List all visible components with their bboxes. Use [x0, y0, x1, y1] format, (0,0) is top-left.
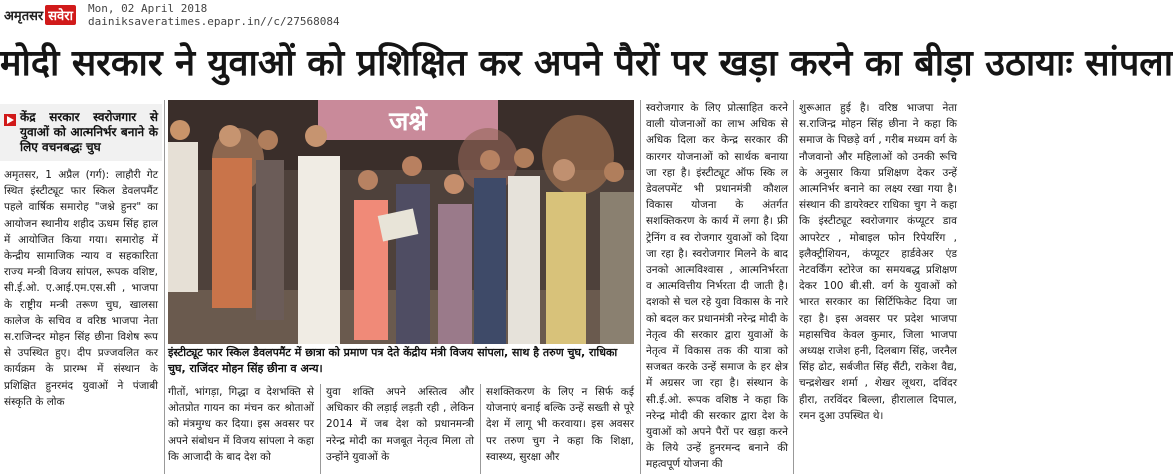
- body-text-a: गीतों, भांगड़ा, गिद्धा व देशभक्ति से ओतप्रोत गायन का मंचन कर श्रोताओं को मंत्रमुग्ध कर दिया। इस अवसर पर अपने संबोधन में विजय सांपला ने कहा कि आजादी के बाद देश को: [168, 386, 314, 463]
- edition-url[interactable]: dainiksaveratimes.epapr.in//c/27568084: [88, 15, 340, 28]
- photo-backdrop-text: जश्ने: [389, 107, 427, 137]
- sidebar-story: [0, 104, 162, 474]
- sidebar-heading: [0, 104, 162, 161]
- column-rule: [793, 100, 794, 474]
- column-rule: [164, 100, 165, 474]
- body-text-d: स्वरोजगार के लिए प्रोत्साहित करने वाली योजनाओं का लाभ अधिक से अधिक दिला कर केन्द्र सरकार की कारगर योजनाओं को सार्थक बनाया जा रहा है। इंस्टीट्यूट ऑफ स्कि ल डेवलपमेंट भी प्रधानमंत्री कौशल विकास योजना के अंतर्गत सशक्तिकरण के कार्य में लगा है। फ्री ट्रेनिंग व स्व रोजगार युवाओं को दिया जा रहा है। स्वरोजगार मिलने के बाद उनको आत्मविश्वास , आत्मनिर्भरता व आत्मवित्तीय निर्भरता दी जाती है। दशको से चल रहे युवा विकास के नारे को बदल कर प्रधानमंत्री नरेन्द्र मोदी के नेतृत्व की सरकार द्वारा युवाओं के नेतृत्व में विकास तक की यात्रा को सजबत करके उन्हें समाज के हर क्षेत्र में अग्रसर जा रहा है। संस्थान के सी.ई.ओ. रूपक वशिष्ठ ने कहा कि नरेन्द्र मोदी की सरकार द्वारा देश के युवाओं को अपने पैरों पर खड़ा करने के लिये उन्हें हुनरमन्द बनाने की महत्वपूर्ण योजना की: [646, 102, 788, 471]
- sidebar-title: केंद्र सरकार स्वरोजगार से युवाओं को आत्मनिर्भर बनाने के लिए वचनबद्धः चुघ: [20, 110, 158, 154]
- body-column-e: [799, 100, 957, 474]
- sidebar-body: अमृतसर, 1 अप्रैल (गर्ग): लाहौरी गेट स्थित इंस्टीट्यूट फार स्किल डेवलपमैंट पहले वार्षिक समारोह "जश्ने हुनर" का आयोजन स्थानीय शहीद ऊधम सिंह हाल में आयोजित किया गया। समारोह में केन्द्रीय सामाजिक न्याय व सहकारिता राज्य मन्त्री विजय सांपल, रूपक वशिष्ट, सी.ई.ओ. ए.आई.एम.एस.सी , भाजपा के राष्ट्रीय मन्त्री तरूण चुघ, खालसा कालेज के सचिव व वरिष्ठ भाजपा नेता स.राजिन्दर मोहन सिंह छीना विशेष रूप से उपस्थित हुए। दीप प्रज्जवलित कर कार्यक्रम के प्रारम्भ में संस्थान के प्रशिक्षित हुनरमंद युवाओं ने पंजाबी संस्कृति के लोक: [4, 169, 158, 408]
- column-rule: [320, 384, 321, 474]
- body-column-b: [326, 384, 474, 474]
- body-text-c: सशक्तिकरण के लिए न सिर्फ कई योजनाएं बनाई बल्कि उन्हें सख्ती से पूरे देश में लागू भी करवाया। इस अवसर पर तरुण चुग ने कहा कि शिक्षा, स्वास्थ्य, सुरक्षा और: [486, 386, 634, 463]
- logo-brand: सवेरा: [45, 5, 76, 25]
- body-text-b: युवा शक्ति अपने अस्तित्व और अधिकार की लड़ाई लड़ती रही , लेकिन 2014 में जब देश को प्रधानमन्त्री नरेन्द्र मोदी का मजबूत नेतृत्व मिला तो उन्होंने युवाओं के: [326, 386, 474, 463]
- body-column-c: [486, 384, 634, 474]
- page-headline: मोदी सरकार ने युवाओं को प्रशिक्षित कर अपने पैरों पर खड़ा करने का बीड़ा उठायाः सांपला: [0, 43, 1173, 84]
- body-text-e: शुरूआत हुई है। वरिष्ठ भाजपा नेता स.राजिन्द्र मोहन सिंह छीना ने कहा कि समाज के पिछड़े वर्ग , गरीब मध्यम वर्ग के नौजवानो और महिलाओं को उनकी रूचि के अनुसार किया प्रशिक्षण देकर उन्हें आत्मनिर्भर बनाने का लक्ष्य रखा गया है। संस्थान की डायरेक्टर राधिका चुग ने कहा कि इंस्टीट्यूट स्वरोजगार कंप्यूटर डाव आपरेटर , मोबाइल फोन रिपेयरिंग , इलैक्ट्रीशियन, कंप्यूटर हार्डवेअर एंड नेटवर्किंग स्टोरेज का समयबद्ध प्रशिक्षण देकर 100 बी.सी. वर्ग के युवाओं को भारत सरकार का सिर्टिफिकेट दिया जा रहा है। इस अवसर पर प्रदेश भाजपा महासचिव केवल कुमार, जिला भाजपा अध्यक्ष राजेश हनी, दिलबाग सिंह, जरनैल सिंह ढोट, सर्बजीत सिंह सैंटी, राकेश वैद्य, चन्द्रशेखर शर्मा , शेखर लूथरा, दविंदर हीरा, तरविंदर बिल्ला, हीरालाल दिपाल, रमन दुआ उपस्थित थे।: [799, 102, 957, 422]
- column-rule: [480, 384, 481, 474]
- body-column-a: [168, 384, 314, 474]
- play-marker-icon: [4, 114, 16, 126]
- news-photo[interactable]: [168, 100, 634, 344]
- newspaper-logo: [4, 4, 76, 26]
- edition-date: Mon, 02 April 2018: [88, 2, 208, 15]
- body-column-d: [646, 100, 788, 474]
- edition-meta: [88, 2, 340, 28]
- top-bar: [0, 0, 960, 30]
- column-rule: [640, 100, 641, 474]
- logo-city: अमृतसर: [4, 9, 44, 24]
- photo-caption: इंस्टीट्यूट फार स्किल डैवलपमैंट में छात्रा को प्रमाण पत्र देते केंद्रीय मंत्री विजय सांपला, साथ है तरुण चुघ, राधिका चुघ, राजिंदर मोहन सिंह छीना व अन्य।: [168, 346, 618, 375]
